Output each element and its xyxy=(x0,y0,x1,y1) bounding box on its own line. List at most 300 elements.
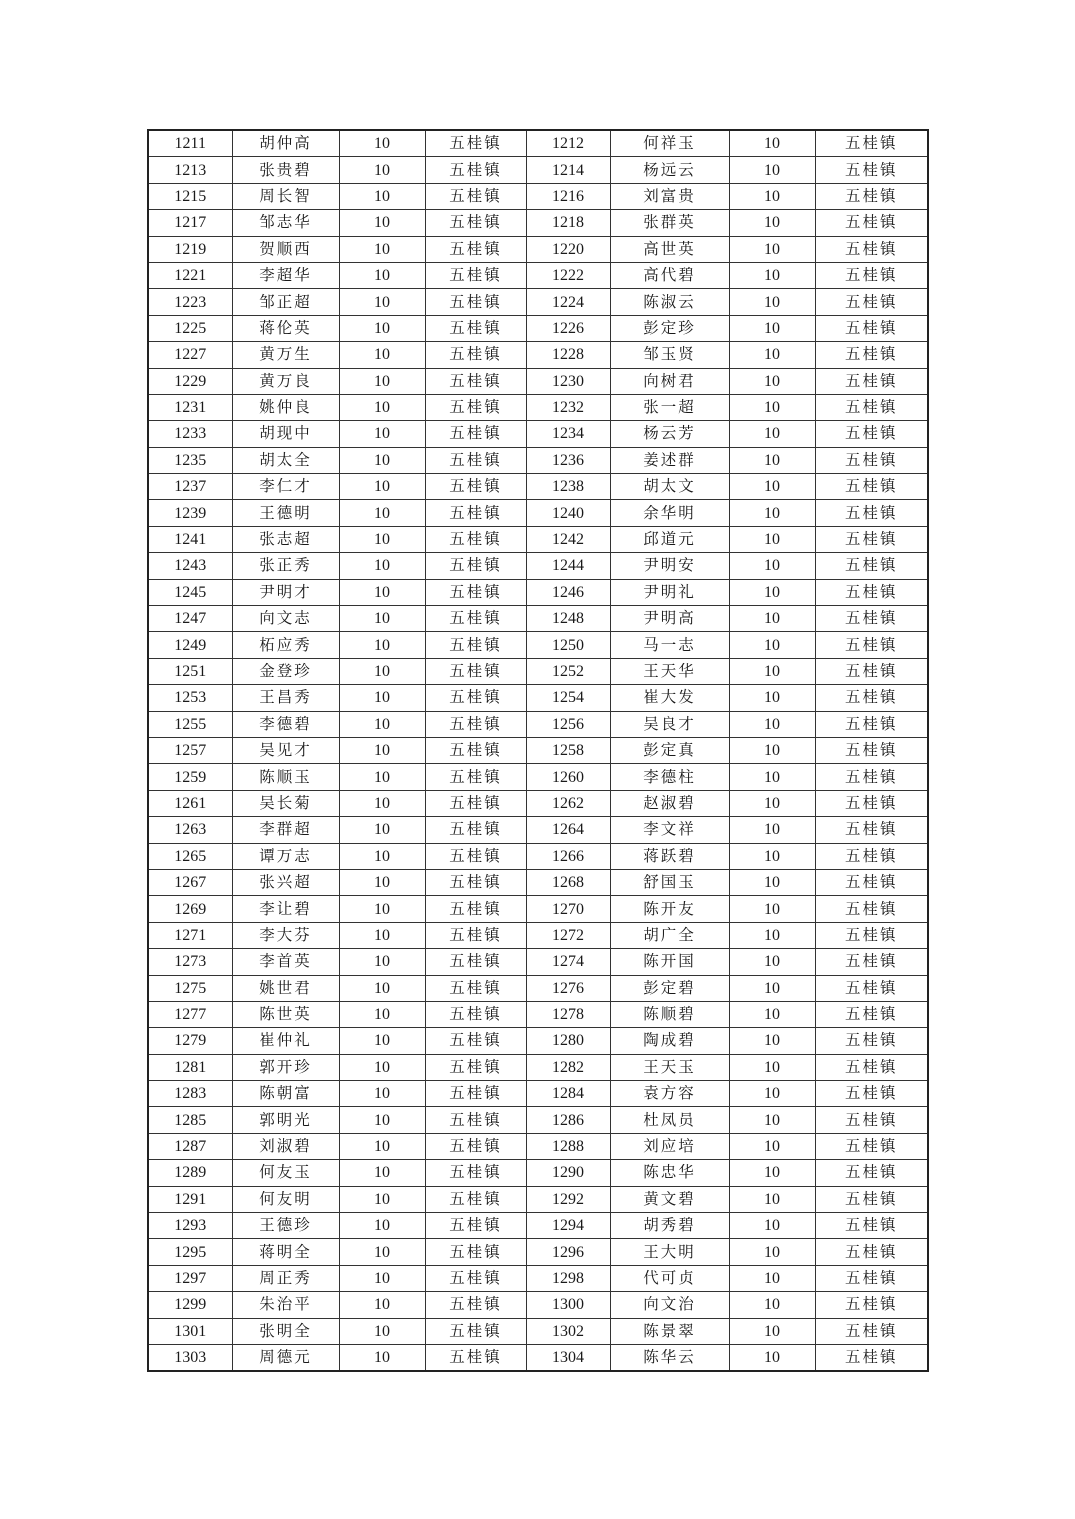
cell-town: 五桂镇 xyxy=(425,421,526,447)
cell-name: 姚世君 xyxy=(232,975,339,1001)
cell-name: 尹明安 xyxy=(610,553,729,579)
cell-town: 五桂镇 xyxy=(425,632,526,658)
table-row xyxy=(148,526,928,552)
cell-town: 五桂镇 xyxy=(815,869,928,895)
table-row xyxy=(148,817,928,843)
cell-amount: 10 xyxy=(729,130,815,157)
cell-name: 郭明光 xyxy=(232,1107,339,1133)
cell-amount: 10 xyxy=(729,289,815,315)
cell-id: 1235 xyxy=(148,447,232,473)
cell-name: 蒋跃碧 xyxy=(610,843,729,869)
cell-name: 胡太全 xyxy=(232,447,339,473)
cell-amount: 10 xyxy=(729,1028,815,1054)
cell-town: 五桂镇 xyxy=(425,526,526,552)
cell-name: 张贵碧 xyxy=(232,157,339,183)
cell-id: 1255 xyxy=(148,711,232,737)
cell-town: 五桂镇 xyxy=(425,1028,526,1054)
cell-town: 五桂镇 xyxy=(815,368,928,394)
cell-name: 尹明才 xyxy=(232,579,339,605)
cell-id: 1213 xyxy=(148,157,232,183)
cell-name: 李仁才 xyxy=(232,474,339,500)
cell-amount: 10 xyxy=(339,869,425,895)
cell-id: 1294 xyxy=(526,1213,610,1239)
cell-amount: 10 xyxy=(339,1265,425,1291)
cell-amount: 10 xyxy=(339,183,425,209)
cell-amount: 10 xyxy=(339,394,425,420)
cell-town: 五桂镇 xyxy=(425,342,526,368)
cell-name: 周德元 xyxy=(232,1344,339,1371)
cell-name: 王德明 xyxy=(232,500,339,526)
cell-amount: 10 xyxy=(339,210,425,236)
cell-amount: 10 xyxy=(729,315,815,341)
cell-town: 五桂镇 xyxy=(815,394,928,420)
cell-name: 李德柱 xyxy=(610,764,729,790)
cell-amount: 10 xyxy=(339,500,425,526)
cell-amount: 10 xyxy=(729,975,815,1001)
cell-name: 朱治平 xyxy=(232,1292,339,1318)
cell-amount: 10 xyxy=(729,949,815,975)
cell-name: 陈世英 xyxy=(232,1001,339,1027)
cell-town: 五桂镇 xyxy=(815,315,928,341)
cell-town: 五桂镇 xyxy=(425,1081,526,1107)
cell-amount: 10 xyxy=(729,368,815,394)
table-row xyxy=(148,843,928,869)
cell-name: 黄文碧 xyxy=(610,1186,729,1212)
cell-id: 1257 xyxy=(148,737,232,763)
cell-amount: 10 xyxy=(729,896,815,922)
cell-amount: 10 xyxy=(339,922,425,948)
table-row xyxy=(148,1186,928,1212)
cell-amount: 10 xyxy=(729,1292,815,1318)
table-row xyxy=(148,500,928,526)
cell-amount: 10 xyxy=(729,1213,815,1239)
cell-id: 1287 xyxy=(148,1133,232,1159)
cell-town: 五桂镇 xyxy=(425,1107,526,1133)
cell-name: 张一超 xyxy=(610,394,729,420)
cell-town: 五桂镇 xyxy=(815,843,928,869)
cell-id: 1219 xyxy=(148,236,232,262)
cell-name: 陈忠华 xyxy=(610,1160,729,1186)
cell-name: 刘淑碧 xyxy=(232,1133,339,1159)
cell-id: 1278 xyxy=(526,1001,610,1027)
cell-town: 五桂镇 xyxy=(425,262,526,288)
cell-town: 五桂镇 xyxy=(425,1186,526,1212)
cell-amount: 10 xyxy=(729,685,815,711)
cell-name: 张正秀 xyxy=(232,553,339,579)
cell-id: 1280 xyxy=(526,1028,610,1054)
cell-id: 1214 xyxy=(526,157,610,183)
cell-amount: 10 xyxy=(729,817,815,843)
cell-id: 1279 xyxy=(148,1028,232,1054)
cell-amount: 10 xyxy=(729,1265,815,1291)
cell-town: 五桂镇 xyxy=(815,526,928,552)
cell-town: 五桂镇 xyxy=(815,1081,928,1107)
cell-id: 1302 xyxy=(526,1318,610,1344)
table-row xyxy=(148,421,928,447)
cell-name: 尹明高 xyxy=(610,606,729,632)
cell-name: 黄万良 xyxy=(232,368,339,394)
cell-id: 1265 xyxy=(148,843,232,869)
cell-amount: 10 xyxy=(339,632,425,658)
table-row xyxy=(148,394,928,420)
cell-name: 胡秀碧 xyxy=(610,1213,729,1239)
cell-name: 何友玉 xyxy=(232,1160,339,1186)
cell-id: 1218 xyxy=(526,210,610,236)
cell-town: 五桂镇 xyxy=(425,790,526,816)
cell-id: 1252 xyxy=(526,658,610,684)
cell-id: 1295 xyxy=(148,1239,232,1265)
cell-amount: 10 xyxy=(729,1054,815,1080)
cell-amount: 10 xyxy=(729,606,815,632)
cell-amount: 10 xyxy=(729,394,815,420)
cell-town: 五桂镇 xyxy=(815,632,928,658)
cell-town: 五桂镇 xyxy=(425,1160,526,1186)
cell-name: 吴良才 xyxy=(610,711,729,737)
cell-amount: 10 xyxy=(729,526,815,552)
cell-town: 五桂镇 xyxy=(815,975,928,1001)
cell-id: 1297 xyxy=(148,1265,232,1291)
cell-amount: 10 xyxy=(339,526,425,552)
cell-name: 胡仲高 xyxy=(232,130,339,157)
cell-amount: 10 xyxy=(729,262,815,288)
cell-name: 张志超 xyxy=(232,526,339,552)
cell-id: 1282 xyxy=(526,1054,610,1080)
cell-town: 五桂镇 xyxy=(425,1001,526,1027)
cell-id: 1228 xyxy=(526,342,610,368)
cell-town: 五桂镇 xyxy=(815,1318,928,1344)
cell-name: 袁方容 xyxy=(610,1081,729,1107)
cell-id: 1220 xyxy=(526,236,610,262)
cell-amount: 10 xyxy=(339,342,425,368)
cell-amount: 10 xyxy=(339,975,425,1001)
cell-amount: 10 xyxy=(729,447,815,473)
cell-amount: 10 xyxy=(339,579,425,605)
cell-amount: 10 xyxy=(339,737,425,763)
cell-amount: 10 xyxy=(729,1344,815,1371)
cell-id: 1276 xyxy=(526,975,610,1001)
cell-id: 1227 xyxy=(148,342,232,368)
cell-town: 五桂镇 xyxy=(815,1186,928,1212)
cell-town: 五桂镇 xyxy=(425,737,526,763)
table-row xyxy=(148,1028,928,1054)
cell-amount: 10 xyxy=(729,500,815,526)
cell-name: 邹玉贤 xyxy=(610,342,729,368)
cell-town: 五桂镇 xyxy=(425,975,526,1001)
cell-id: 1292 xyxy=(526,1186,610,1212)
cell-town: 五桂镇 xyxy=(425,843,526,869)
cell-id: 1284 xyxy=(526,1081,610,1107)
cell-town: 五桂镇 xyxy=(815,1344,928,1371)
table-row xyxy=(148,183,928,209)
cell-id: 1289 xyxy=(148,1160,232,1186)
cell-town: 五桂镇 xyxy=(815,1213,928,1239)
cell-town: 五桂镇 xyxy=(815,289,928,315)
cell-name: 向文志 xyxy=(232,606,339,632)
table-row xyxy=(148,1054,928,1080)
cell-amount: 10 xyxy=(339,236,425,262)
cell-amount: 10 xyxy=(339,790,425,816)
cell-id: 1283 xyxy=(148,1081,232,1107)
cell-id: 1226 xyxy=(526,315,610,341)
cell-amount: 10 xyxy=(339,1344,425,1371)
cell-name: 金登珍 xyxy=(232,658,339,684)
cell-amount: 10 xyxy=(339,1001,425,1027)
cell-name: 贺顺西 xyxy=(232,236,339,262)
cell-id: 1253 xyxy=(148,685,232,711)
cell-amount: 10 xyxy=(729,553,815,579)
cell-town: 五桂镇 xyxy=(425,711,526,737)
cell-town: 五桂镇 xyxy=(425,579,526,605)
cell-amount: 10 xyxy=(339,553,425,579)
cell-town: 五桂镇 xyxy=(815,210,928,236)
cell-town: 五桂镇 xyxy=(815,1292,928,1318)
cell-town: 五桂镇 xyxy=(425,685,526,711)
cell-name: 张群英 xyxy=(610,210,729,236)
cell-amount: 10 xyxy=(729,711,815,737)
cell-id: 1286 xyxy=(526,1107,610,1133)
cell-town: 五桂镇 xyxy=(425,1344,526,1371)
cell-amount: 10 xyxy=(339,157,425,183)
cell-town: 五桂镇 xyxy=(425,869,526,895)
table-row xyxy=(148,1107,928,1133)
table-row xyxy=(148,210,928,236)
table-row xyxy=(148,922,928,948)
table-row xyxy=(148,1265,928,1291)
cell-amount: 10 xyxy=(729,869,815,895)
cell-name: 高代碧 xyxy=(610,262,729,288)
cell-town: 五桂镇 xyxy=(815,711,928,737)
cell-amount: 10 xyxy=(729,474,815,500)
cell-amount: 10 xyxy=(729,1318,815,1344)
cell-id: 1224 xyxy=(526,289,610,315)
cell-name: 彭定珍 xyxy=(610,315,729,341)
cell-town: 五桂镇 xyxy=(425,764,526,790)
cell-id: 1234 xyxy=(526,421,610,447)
cell-id: 1291 xyxy=(148,1186,232,1212)
cell-name: 谭万志 xyxy=(232,843,339,869)
cell-town: 五桂镇 xyxy=(815,817,928,843)
cell-amount: 10 xyxy=(339,421,425,447)
cell-town: 五桂镇 xyxy=(815,1028,928,1054)
table-row xyxy=(148,1344,928,1371)
cell-name: 代可贞 xyxy=(610,1265,729,1291)
cell-amount: 10 xyxy=(729,183,815,209)
table-row xyxy=(148,790,928,816)
cell-town: 五桂镇 xyxy=(425,922,526,948)
cell-town: 五桂镇 xyxy=(815,1160,928,1186)
cell-amount: 10 xyxy=(729,1081,815,1107)
cell-amount: 10 xyxy=(339,1186,425,1212)
cell-id: 1269 xyxy=(148,896,232,922)
cell-id: 1233 xyxy=(148,421,232,447)
cell-id: 1290 xyxy=(526,1160,610,1186)
table-row xyxy=(148,606,928,632)
cell-id: 1239 xyxy=(148,500,232,526)
cell-name: 杨云芳 xyxy=(610,421,729,447)
cell-amount: 10 xyxy=(729,843,815,869)
cell-id: 1256 xyxy=(526,711,610,737)
cell-id: 1264 xyxy=(526,817,610,843)
roster-table xyxy=(147,129,929,1372)
cell-amount: 10 xyxy=(339,1292,425,1318)
table-row xyxy=(148,1239,928,1265)
cell-name: 陈开国 xyxy=(610,949,729,975)
cell-id: 1299 xyxy=(148,1292,232,1318)
cell-name: 李文祥 xyxy=(610,817,729,843)
cell-id: 1266 xyxy=(526,843,610,869)
cell-name: 陈淑云 xyxy=(610,289,729,315)
cell-town: 五桂镇 xyxy=(815,236,928,262)
cell-amount: 10 xyxy=(339,685,425,711)
cell-id: 1288 xyxy=(526,1133,610,1159)
cell-town: 五桂镇 xyxy=(815,1239,928,1265)
cell-name: 周正秀 xyxy=(232,1265,339,1291)
cell-town: 五桂镇 xyxy=(425,368,526,394)
cell-name: 赵淑碧 xyxy=(610,790,729,816)
cell-town: 五桂镇 xyxy=(425,474,526,500)
cell-name: 彭定碧 xyxy=(610,975,729,1001)
cell-id: 1216 xyxy=(526,183,610,209)
cell-name: 舒国玉 xyxy=(610,869,729,895)
cell-id: 1236 xyxy=(526,447,610,473)
cell-amount: 10 xyxy=(729,737,815,763)
cell-id: 1243 xyxy=(148,553,232,579)
cell-name: 李德碧 xyxy=(232,711,339,737)
cell-id: 1237 xyxy=(148,474,232,500)
table-row xyxy=(148,1213,928,1239)
cell-name: 马一志 xyxy=(610,632,729,658)
cell-id: 1246 xyxy=(526,579,610,605)
cell-id: 1267 xyxy=(148,869,232,895)
cell-town: 五桂镇 xyxy=(815,262,928,288)
cell-id: 1240 xyxy=(526,500,610,526)
cell-id: 1232 xyxy=(526,394,610,420)
cell-id: 1221 xyxy=(148,262,232,288)
cell-name: 蒋明全 xyxy=(232,1239,339,1265)
cell-name: 胡太文 xyxy=(610,474,729,500)
cell-town: 五桂镇 xyxy=(425,500,526,526)
table-row xyxy=(148,975,928,1001)
cell-id: 1215 xyxy=(148,183,232,209)
table-row xyxy=(148,553,928,579)
cell-id: 1241 xyxy=(148,526,232,552)
cell-id: 1273 xyxy=(148,949,232,975)
table-row xyxy=(148,896,928,922)
cell-name: 王昌秀 xyxy=(232,685,339,711)
cell-id: 1281 xyxy=(148,1054,232,1080)
cell-town: 五桂镇 xyxy=(425,553,526,579)
cell-id: 1300 xyxy=(526,1292,610,1318)
cell-id: 1249 xyxy=(148,632,232,658)
cell-town: 五桂镇 xyxy=(815,183,928,209)
table-row xyxy=(148,315,928,341)
cell-amount: 10 xyxy=(339,1054,425,1080)
cell-id: 1212 xyxy=(526,130,610,157)
cell-id: 1244 xyxy=(526,553,610,579)
cell-id: 1248 xyxy=(526,606,610,632)
cell-town: 五桂镇 xyxy=(815,1133,928,1159)
cell-name: 彭定真 xyxy=(610,737,729,763)
table-row xyxy=(148,474,928,500)
cell-name: 杨远云 xyxy=(610,157,729,183)
table-row xyxy=(148,579,928,605)
cell-id: 1298 xyxy=(526,1265,610,1291)
cell-town: 五桂镇 xyxy=(815,658,928,684)
cell-amount: 10 xyxy=(339,1107,425,1133)
cell-name: 姜述群 xyxy=(610,447,729,473)
cell-name: 陈顺碧 xyxy=(610,1001,729,1027)
cell-amount: 10 xyxy=(339,843,425,869)
cell-id: 1251 xyxy=(148,658,232,684)
cell-name: 张兴超 xyxy=(232,869,339,895)
cell-id: 1250 xyxy=(526,632,610,658)
cell-name: 陶成碧 xyxy=(610,1028,729,1054)
roster-table-body xyxy=(148,130,928,1371)
cell-name: 胡广全 xyxy=(610,922,729,948)
cell-name: 何友明 xyxy=(232,1186,339,1212)
cell-amount: 10 xyxy=(339,1160,425,1186)
cell-town: 五桂镇 xyxy=(425,447,526,473)
cell-amount: 10 xyxy=(729,342,815,368)
cell-town: 五桂镇 xyxy=(425,1292,526,1318)
cell-town: 五桂镇 xyxy=(815,685,928,711)
cell-town: 五桂镇 xyxy=(815,1265,928,1291)
cell-id: 1272 xyxy=(526,922,610,948)
table-row xyxy=(148,632,928,658)
table-row xyxy=(148,737,928,763)
table-row xyxy=(148,1160,928,1186)
cell-amount: 10 xyxy=(729,658,815,684)
cell-id: 1274 xyxy=(526,949,610,975)
cell-amount: 10 xyxy=(339,1133,425,1159)
cell-town: 五桂镇 xyxy=(425,210,526,236)
cell-name: 何祥玉 xyxy=(610,130,729,157)
cell-town: 五桂镇 xyxy=(425,1213,526,1239)
cell-town: 五桂镇 xyxy=(815,130,928,157)
cell-name: 王天华 xyxy=(610,658,729,684)
cell-name: 尹明礼 xyxy=(610,579,729,605)
cell-id: 1245 xyxy=(148,579,232,605)
cell-name: 陈朝富 xyxy=(232,1081,339,1107)
cell-town: 五桂镇 xyxy=(815,737,928,763)
table-row xyxy=(148,447,928,473)
cell-id: 1211 xyxy=(148,130,232,157)
cell-amount: 10 xyxy=(729,1160,815,1186)
cell-name: 张明全 xyxy=(232,1318,339,1344)
cell-id: 1231 xyxy=(148,394,232,420)
table-row xyxy=(148,685,928,711)
cell-id: 1242 xyxy=(526,526,610,552)
cell-amount: 10 xyxy=(729,790,815,816)
cell-town: 五桂镇 xyxy=(425,1265,526,1291)
cell-id: 1293 xyxy=(148,1213,232,1239)
table-row xyxy=(148,949,928,975)
cell-id: 1301 xyxy=(148,1318,232,1344)
table-row xyxy=(148,1081,928,1107)
cell-name: 吴见才 xyxy=(232,737,339,763)
cell-id: 1230 xyxy=(526,368,610,394)
table-row xyxy=(148,711,928,737)
cell-town: 五桂镇 xyxy=(815,922,928,948)
cell-amount: 10 xyxy=(339,711,425,737)
cell-town: 五桂镇 xyxy=(815,447,928,473)
cell-town: 五桂镇 xyxy=(425,394,526,420)
cell-amount: 10 xyxy=(339,658,425,684)
cell-town: 五桂镇 xyxy=(815,421,928,447)
cell-town: 五桂镇 xyxy=(815,553,928,579)
cell-id: 1247 xyxy=(148,606,232,632)
cell-town: 五桂镇 xyxy=(815,342,928,368)
